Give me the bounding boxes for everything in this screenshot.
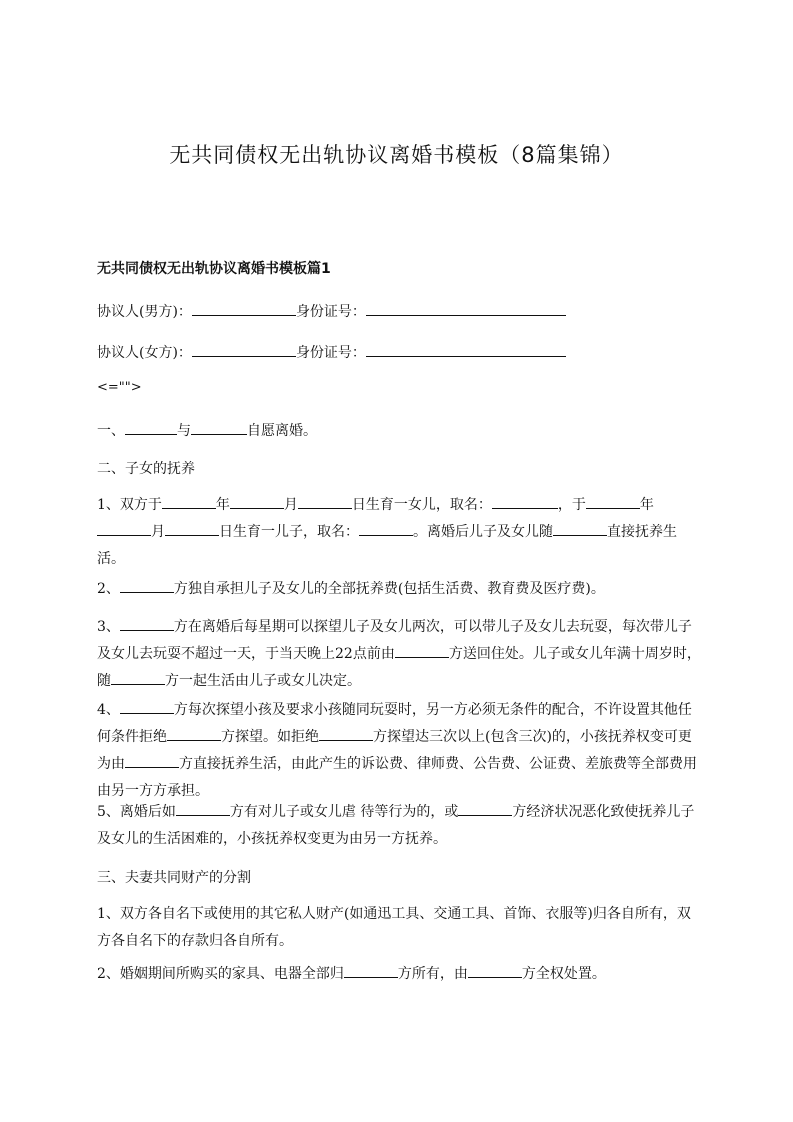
wife-name-blank: [192, 342, 296, 357]
item-3-heading: 三、夫妻共同财产的分割: [97, 870, 251, 886]
paragraph-5: [97, 799, 703, 853]
text: 方探望。如拒绝: [221, 729, 319, 745]
item-1: [97, 419, 317, 443]
text: 方送回住处。儿子或女儿年满十周岁时，随: [97, 646, 701, 689]
wife-id-label: 身份证号：: [295, 345, 366, 361]
item-1-prefix: 一、: [97, 423, 125, 439]
blank: [111, 670, 165, 685]
blank: [553, 521, 607, 536]
blank: [458, 801, 512, 816]
text: 1、双方于: [97, 497, 162, 513]
blank: [162, 494, 216, 509]
wife-line: [97, 341, 566, 365]
blank: [165, 521, 219, 536]
text: 月: [151, 524, 165, 540]
item-1-suffix: 自愿离婚。: [247, 423, 317, 439]
text: 方每次探望小孩及要求小孩随同玩耍时，另一方必须无条件的配合，不许设置其他任何条件拒绝: [97, 702, 692, 745]
text: 方一起生活由儿子或女儿决定。: [165, 673, 361, 689]
text: 2、婚姻期间所购买的家具、电器全部归: [97, 966, 344, 982]
blank: [120, 699, 174, 714]
text: 年: [639, 497, 654, 513]
text: 方经济状况恶化致使抚养儿子及女儿的生活困难的，小孩抚养权变更为由另一方抚养。: [97, 804, 695, 847]
text: 方直接抚养生活，由此产生的诉讼费、律师费、公告费、公证费、差旅费等全部费用由另一方方承担。: [97, 756, 697, 799]
blank: [125, 753, 179, 768]
item-1-mid: 与: [177, 423, 191, 439]
husband-id-label: 身份证号：: [295, 304, 366, 320]
wife-id-blank: [366, 342, 566, 357]
text: 。离婚后儿子及女儿随: [413, 524, 553, 540]
text: 方所有，由: [397, 966, 468, 982]
blank: [120, 616, 174, 631]
blank: [120, 578, 174, 593]
text: 月: [283, 497, 298, 513]
husband-name-blank: [192, 301, 296, 316]
text: 日生育一儿子，取名：: [219, 524, 359, 540]
text: ，于: [557, 497, 586, 513]
husband-line: [97, 300, 566, 324]
text: 方探望达三次以上(包含三次)的，小孩抚养权变可更为由: [97, 729, 692, 772]
property-paragraph-1: 1、双方各自名下或使用的其它私人财产(如通迅工具、交通工具、首饰、衣服等)归各自所有，双方各自名下的存款归各自所有。: [97, 906, 691, 949]
text: 5、离婚后如: [97, 804, 176, 820]
blank: [97, 521, 151, 536]
text: 4、: [97, 702, 120, 718]
section-title: 无共同债权无出轨协议离婚书模板篇1: [97, 261, 331, 277]
husband-label: 协议人(男方)：: [97, 304, 192, 320]
text: 方独自承担儿子及女儿的全部抚养费(包括生活费、教育费及医疗费)。: [173, 581, 605, 597]
item-2-heading: 二、子女的抚养: [97, 461, 195, 477]
blank: [176, 801, 230, 816]
text: 方有对儿子或女儿虐 待等行为的，或: [229, 804, 459, 820]
text: 方在离婚后每星期可以探望儿子及女儿两次，可以带儿子及女儿去玩耍，每次带儿子及女儿去玩耍不超过一天，于当天晚上22点前由: [97, 619, 692, 662]
blank: [191, 420, 247, 435]
text: 3、: [97, 619, 120, 635]
blank: [125, 420, 177, 435]
blank: [319, 726, 373, 741]
property-paragraph-2: [97, 961, 703, 988]
blank: [344, 963, 398, 978]
blank: [586, 494, 640, 509]
paragraph-2: [97, 576, 703, 603]
blank: [167, 726, 221, 741]
text: 2、: [97, 581, 120, 597]
text: 年: [215, 497, 230, 513]
text: 直接抚养生活。: [97, 524, 677, 567]
blank: [298, 494, 352, 509]
paragraph-1: [97, 492, 703, 573]
blank: [468, 963, 522, 978]
text: 日生育一女儿，取名：: [351, 497, 492, 513]
wife-label: 协议人(女方)：: [97, 345, 192, 361]
husband-id-blank: [366, 301, 566, 316]
blank: [492, 494, 558, 509]
paragraph-3: [97, 614, 703, 695]
document-title: 无共同债权无出轨协议离婚书模板（8篇集锦）: [169, 143, 624, 167]
text: 方全权处置。: [521, 966, 606, 982]
markup-fragment: <="">: [97, 380, 142, 395]
paragraph-4: [97, 697, 703, 805]
blank: [230, 494, 284, 509]
blank: [359, 521, 413, 536]
blank: [395, 643, 449, 658]
